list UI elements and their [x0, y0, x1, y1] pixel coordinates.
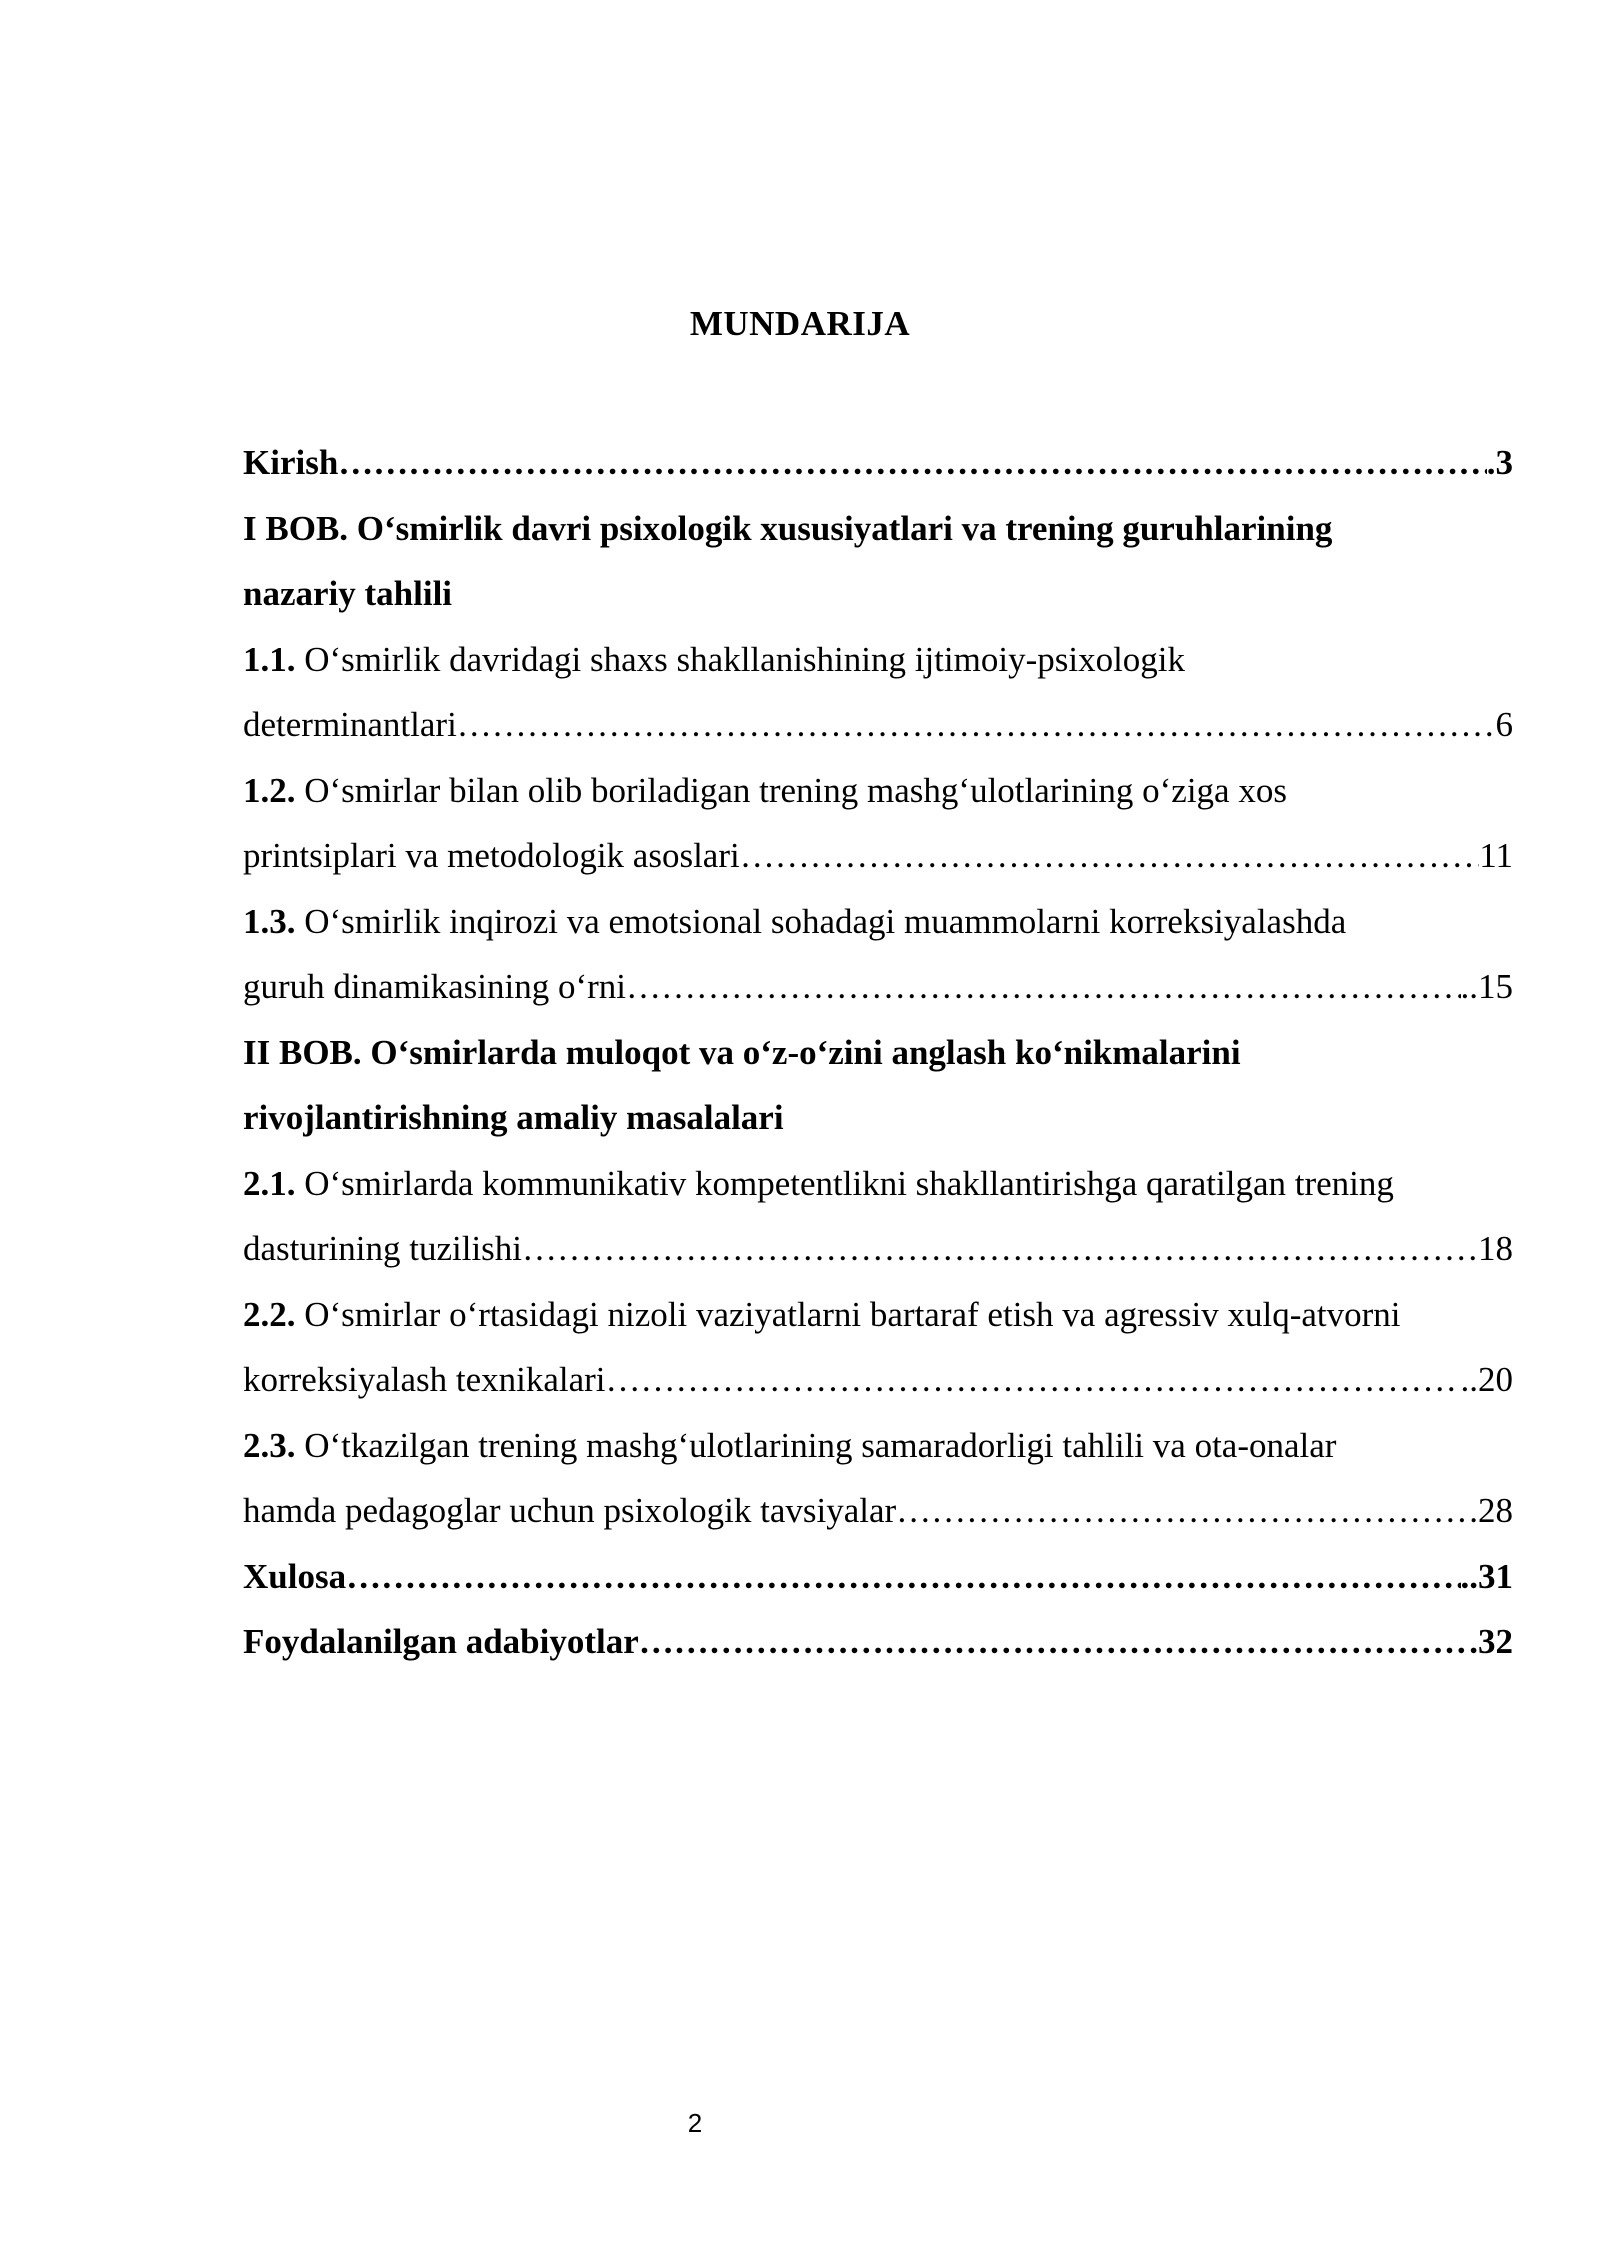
toc-entry-conclusion-page: ..31: [1460, 1556, 1513, 1596]
toc-section-1-1-title-part-2: determinantlari: [243, 705, 457, 744]
toc-section-2-2-title-part-2: korreksiyalash texnikalari: [243, 1360, 606, 1399]
toc-section-1-3-title-part-1: O‘smirlik inqirozi va emotsional sohadagi muammolarni korreksiyalashda: [295, 901, 1347, 941]
toc-chapter-2-line-2: [243, 1085, 1513, 1151]
toc-section-2-1-line-2: [243, 1216, 1513, 1282]
toc-section-1-2-title-part-2: printsiplari va metodologik asoslari: [243, 836, 740, 875]
toc-section-2-3-line-2: [243, 1478, 1513, 1544]
toc-section-1-2-page: 11: [1479, 836, 1513, 875]
toc-section-2-3-number: 2.3.: [243, 1425, 296, 1465]
toc-chapter-1-line-1: [243, 496, 1513, 562]
toc-entry-references: [243, 1609, 1513, 1675]
toc-section-1-1-number: 1.1.: [243, 639, 296, 679]
toc-section-2-3-title-part-2: hamda pedagoglar uchun psixologik tavsiyalar: [243, 1491, 897, 1530]
toc-section-2-1-title-part-1: O‘smirlarda kommunikativ kompetentlikni shakllantirishga qaratilgan trening: [295, 1163, 1394, 1203]
toc-section-2-2-number: 2.2.: [243, 1294, 296, 1334]
toc-section-2-3-page: .28: [1469, 1491, 1513, 1530]
toc-entry-intro: [243, 430, 1513, 496]
toc-section-1-2-line-1: [243, 758, 1513, 824]
toc-entry-conclusion: [243, 1544, 1513, 1610]
toc-entry-references-label: Foydalanilgan adabiyotlar: [243, 1622, 639, 1661]
table-of-contents: [243, 430, 1513, 1675]
toc-section-1-3-number: 1.3.: [243, 901, 296, 941]
toc-section-2-1-page: 18: [1478, 1229, 1513, 1268]
dot-leader: [346, 1544, 1460, 1610]
toc-chapter-1-line-2: [243, 561, 1513, 627]
page-number: 2: [687, 2108, 703, 2138]
toc-section-1-2-line-2: [243, 823, 1513, 889]
dot-leader: [338, 430, 1486, 496]
toc-chapter-1-title-part-1: I BOB. O‘smirlik davri psixologik xususiyatlari va trening guruhlarining: [243, 508, 1333, 548]
toc-section-2-1-number: 2.1.: [243, 1163, 296, 1203]
toc-section-1-3-line-2: [243, 954, 1513, 1020]
page-title: MUNDARIJA: [689, 304, 911, 343]
toc-section-1-3-line-1: [243, 889, 1513, 955]
toc-section-1-2-title-part-1: O‘smirlar bilan olib boriladigan trening mashg‘ulotlarining o‘ziga xos: [295, 770, 1287, 810]
toc-section-1-2-number: 1.2.: [243, 770, 296, 810]
toc-chapter-2-line-1: [243, 1020, 1513, 1086]
toc-entry-intro-page: .3: [1486, 443, 1513, 482]
toc-section-1-1-line-2: [243, 692, 1513, 758]
dot-leader: [457, 692, 1496, 758]
toc-chapter-2-title-part-1: II BOB. O‘smirlarda muloqot va o‘z-o‘zini anglash ko‘nikmalarini: [243, 1032, 1241, 1072]
dot-leader: [522, 1216, 1478, 1282]
toc-section-2-3-line-1: [243, 1413, 1513, 1479]
dot-leader: [896, 1478, 1469, 1544]
toc-section-1-3-page: ..15: [1460, 967, 1513, 1006]
toc-section-2-2-line-1: [243, 1282, 1513, 1348]
toc-section-1-1-page: 6: [1495, 705, 1513, 744]
dot-leader: [639, 1609, 1469, 1675]
toc-section-2-2-line-2: [243, 1347, 1513, 1413]
dot-leader: [740, 823, 1480, 889]
toc-entry-conclusion-label: Xulosa: [243, 1556, 347, 1596]
toc-entry-intro-label: Kirish: [243, 443, 339, 482]
toc-entry-references-page: .32: [1469, 1622, 1513, 1661]
toc-section-2-2-title-part-1: O‘smirlar o‘rtasidagi nizoli vaziyatlarni bartaraf etish va agressiv xulq-atvorni: [295, 1294, 1401, 1334]
dot-leader: [606, 1347, 1461, 1413]
dot-leader: [626, 954, 1460, 1020]
toc-section-2-3-title-part-1: O‘tkazilgan trening mashg‘ulotlarining samaradorligi tahlili va ota-onalar: [295, 1425, 1337, 1465]
toc-section-2-1-line-1: [243, 1151, 1513, 1217]
toc-section-1-3-title-part-2: guruh dinamikasining o‘rni: [243, 967, 627, 1006]
toc-section-1-1-line-1: [243, 627, 1513, 693]
toc-chapter-1-title-part-2: nazariy tahlili: [243, 574, 453, 613]
toc-section-2-2-page: ..20: [1460, 1360, 1513, 1399]
toc-chapter-2-title-part-2: rivojlantirishning amaliy masalalari: [243, 1098, 784, 1137]
toc-section-1-1-title-part-1: O‘smirlik davridagi shaxs shakllanishining ijtimoiy-psixologik: [295, 639, 1186, 679]
toc-section-2-1-title-part-2: dasturining tuzilishi: [243, 1229, 523, 1268]
